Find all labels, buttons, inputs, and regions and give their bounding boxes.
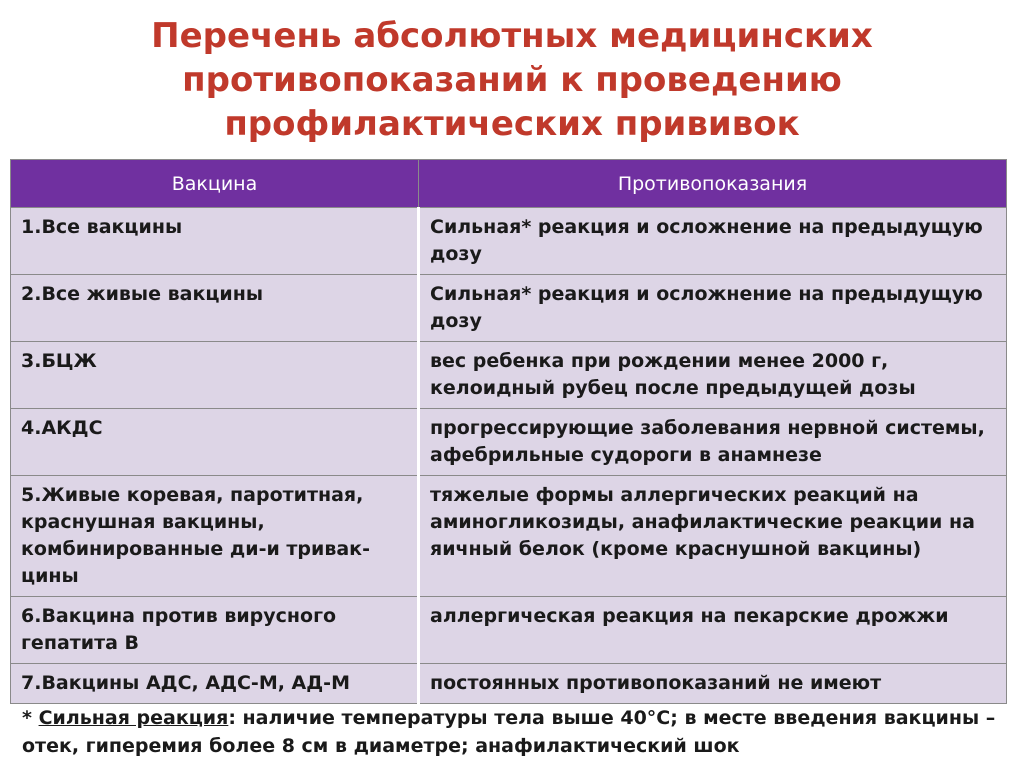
table-header-row [11,160,1007,208]
table-row [11,597,1007,664]
cell-contraindication: аллергическая реакция на пекарские дрожжи [419,597,1007,664]
cell-contraindication: тяжелые формы аллергических реакций на аминогликозиды, анафилактические реакции на яичный белок (кроме краснушной вакцины) [419,476,1007,597]
table-row [11,342,1007,409]
table-row [11,208,1007,275]
cell-vaccine: 5.Живые коревая, паротитная, краснушная вакцины, комбинированные ди-и тривак-цины [11,476,419,597]
contraindications-table [10,159,1007,704]
cell-contraindication: Сильная* реакция и осложнение на предыдущую дозу [419,275,1007,342]
cell-contraindication: Сильная* реакция и осложнение на предыдущую дозу [419,208,1007,275]
cell-vaccine: 4.АКДС [11,409,419,476]
cell-contraindication: вес ребенка при рождении менее 2000 г, келоидный рубец после предыдущей дозы [419,342,1007,409]
title-line-3: профилактических прививок [224,104,800,144]
cell-vaccine: 7.Вакцины АДС, АДС-М, АД-М [11,664,419,704]
title-line-1: Перечень абсолютных медицинских [151,16,873,56]
cell-vaccine: 1.Все вакцины [11,208,419,275]
title-line-2: противопоказаний к проведению [182,60,842,100]
header-vaccine: Вакцина [11,160,419,208]
table-row [11,409,1007,476]
table-row [11,664,1007,704]
cell-contraindication: прогрессирующие заболевания нервной системы, афебрильные судороги в анамнезе [419,409,1007,476]
footnote-star: * [22,707,39,729]
header-contraindications: Противопоказания [419,160,1007,208]
table-row [11,476,1007,597]
footnote-term: Сильная реакция [38,707,229,729]
table-row [11,275,1007,342]
page-title [0,14,1024,146]
cell-vaccine: 3.БЦЖ [11,342,419,409]
cell-vaccine: 6.Вакцина против вирусного гепатита В [11,597,419,664]
cell-contraindication: постоянных противопоказаний не имеют [419,664,1007,704]
cell-vaccine: 2.Все живые вакцины [11,275,419,342]
footnote [22,704,1012,760]
footnote-text: : наличие температуры тела выше 40°С; в месте введения вакцины – отек, гиперемия более 8 см в диаметре; анафилактический шок [22,707,996,757]
